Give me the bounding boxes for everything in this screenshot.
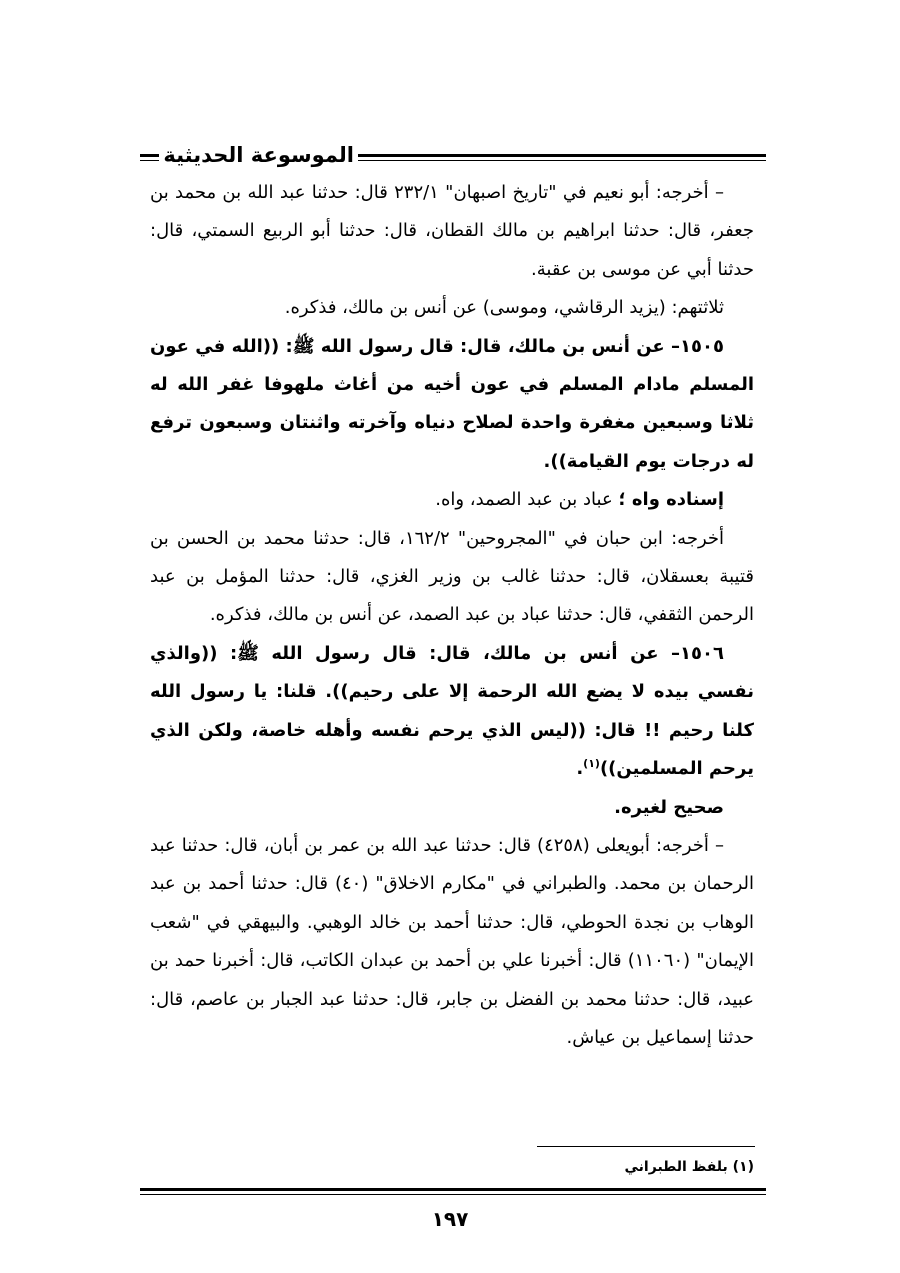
footnote-reference: (١) — [583, 757, 600, 771]
paragraph-takhrij-1: – أخرجه: أبو نعيم في "تاريخ اصبهان" ٢٣٢/١ قال: حدثنا عبد الله بن محمد بن جعفر، قال: حدثنا ابراهيم بن مالك القطان، قال: حدثنا أبو الربيع السمتي، قال: حدثنا أبي عن موسى بن عقبة. — [150, 182, 754, 280]
running-header — [140, 140, 766, 174]
paragraph-takhrij-3: – أخرجه: أبويعلى (٤٢٥٨) قال: حدثنا عبد الله بن عمر بن أبان، قال: حدثنا عبد الرحمان بن محمد. والطبراني في "مكارم الاخلاق" (٤٠) قال: حدثنا أحمد بن عبد الوهاب بن نجدة الحوطي، قال: حدثنا أحمد بن خالد الوهبي. والبيهقي في "شعب الإيمان" (١١٠٦٠) قال: أخبرنا علي بن أحمد بن عبدان الكاتب، قال: أخبرنا حمد بن عبيد، قال: حدثنا محمد بن الفضل بن جابر، قال: حدثنا عبد الجبار بن عاصم، قال: حدثنا إسماعيل بن عياش. — [150, 834, 754, 1048]
hadith-1506 — [150, 635, 754, 789]
page-number: ١٩٧ — [431, 1207, 469, 1231]
hadith-1506-end: . — [576, 758, 584, 780]
header-rule-right — [350, 154, 766, 161]
hadith-1505: ١٥٠٥– عن أنس بن مالك، قال: قال رسول الله ﷺ: ((الله في عون المسلم مادام المسلم في عون أخيه من أغاث ملهوفا غفر الله له ثلاثا وسبعين مغفرة واحدة لصلاح دنياه وآخرته واثنتان وسبعون ترفع له درجات يوم القيامة)). — [150, 335, 754, 472]
footer-rule — [140, 1188, 766, 1195]
paragraph-takhrij-2: أخرجه: ابن حبان في "المجروحين" ١٦٢/٢، قال: حدثنا محمد بن الحسن بن قتيبة بعسقلان، قال: حدثنا غالب بن وزير الغزي، قال: حدثنا المؤمل بن عبد الرحمن الثقفي، قال: حدثنا عباد بن عبد الصمد، عن أنس بن مالك، فذكره. — [150, 527, 754, 626]
header-title: الموسوعة الحديثية — [159, 140, 358, 170]
grading-reason: عباد بن عبد الصمد، واه. — [435, 489, 619, 511]
paragraph-narrators: ثلاثتهم: (يزيد الرقاشي، وموسى) عن أنس بن مالك، فذكره. — [284, 297, 724, 319]
hadith-1506-text: ١٥٠٦– عن أنس بن مالك، قال: قال رسول الله ﷺ: ((والذي نفسي بيده لا يضع الله الرحمة إلا على رحيم)). قلنا: يا رسول الله كلنا رحيم !! قال: ((ليس الذي يرحم نفسه وأهله خاصة، ولكن الذي يرحم المسلمين)) — [150, 642, 754, 780]
grading-label: إسناده واه ؛ — [618, 489, 724, 511]
paragraph-grading-1506: صحيح لغيره. — [614, 796, 724, 818]
paragraph-grading-1505 — [150, 481, 754, 519]
footnote-separator — [537, 1146, 755, 1147]
footnote: (١) بلفظ الطبراني — [624, 1159, 754, 1175]
body-text — [150, 174, 754, 1057]
